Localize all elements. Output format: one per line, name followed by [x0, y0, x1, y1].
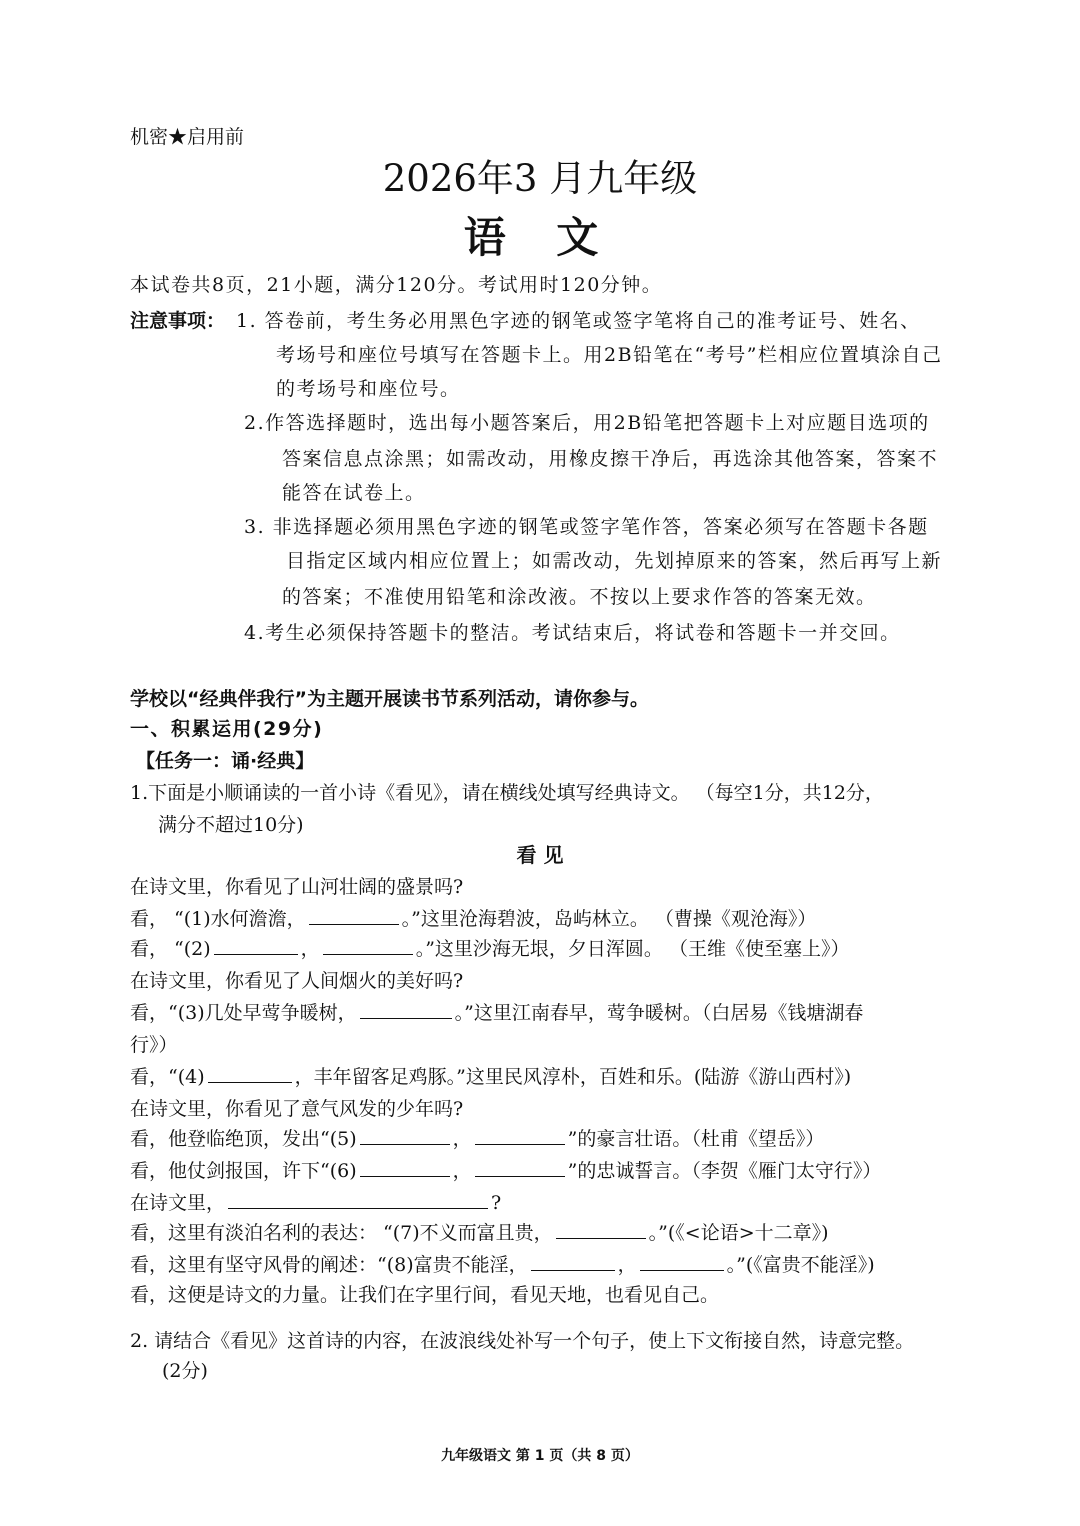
task-1-heading: 【任务一：诵·经典】 — [136, 750, 315, 772]
poem-line-9 — [130, 1158, 881, 1184]
q1-stem-b: 满分不超过10分) — [158, 814, 304, 836]
exam-info: 本试卷共8页，21小题，满分120分。考试用时120分钟。 — [130, 274, 663, 296]
note-2b: 答案信息点涂黑；如需改动，用橡皮擦干净后，再选涂其他答案，答案不 — [282, 448, 939, 470]
poem-line-8-text-c: ”的豪言壮语。（杜甫《望岳》） — [567, 1128, 825, 1150]
q2-stem-b: (2分) — [162, 1360, 208, 1382]
poem-line-3-text-a: 看， “(2) — [130, 938, 211, 960]
answer-blank-2a[interactable] — [214, 936, 298, 955]
poem-line-6-text-a: 看，“(4) — [130, 1066, 205, 1088]
poem-line-10-text-b: ? — [491, 1192, 502, 1214]
note-1c: 的考场号和座位号。 — [276, 378, 461, 400]
poem-line-11-text-a: 看，这里有淡泊名利的表达： “(7)不义而富且贵， — [130, 1222, 553, 1244]
poem-line-9-text-c: ”的忠诚誓言。（李贺《雁门太守行》） — [567, 1160, 882, 1182]
answer-blank-4[interactable] — [208, 1064, 292, 1083]
answer-blank-6b[interactable] — [475, 1158, 565, 1177]
note-1a: 1. 答卷前，考生务必用黑色字迹的钢笔或签字笔将自己的准考证号、姓名、 — [236, 310, 921, 332]
poem-line-12-text-c: 。”(《富贵不能淫》) — [726, 1254, 875, 1276]
poem-line-10 — [130, 1190, 501, 1216]
poem-line-10-text-a: 在诗文里， — [130, 1192, 226, 1214]
note-3a: 3. 非选择题必须用黑色字迹的钢笔或签字笔作答，答案必须写在答题卡各题 — [244, 516, 929, 538]
poem-line-5 — [130, 1000, 863, 1026]
answer-blank-3[interactable] — [360, 1000, 452, 1019]
poem-line-7: 在诗文里，你看见了意气风发的少年吗? — [130, 1098, 464, 1120]
page-footer: 九年级语文 第 1 页（共 8 页） — [441, 1448, 639, 1464]
poem-line-12 — [130, 1252, 875, 1278]
poem-line-8-text-a: 看，他登临绝顶，发出“(5) — [130, 1128, 357, 1150]
answer-blank-5a[interactable] — [360, 1126, 450, 1145]
poem-line-3-text-b: ， — [300, 938, 320, 960]
poem-line-5-text-a: 看，“(3)几处早莺争暖树， — [130, 1002, 357, 1024]
poem-line-11-text-b: 。”(《<论语>十二章》) — [648, 1222, 829, 1244]
activity-intro: 学校以“经典伴我行”为主题开展读书节系列活动，请你参与。 — [130, 688, 649, 710]
poem-line-8-text-b: ， — [452, 1128, 472, 1150]
poem-line-6-text-b: ，丰年留客足鸡豚。”这里民风淳朴，百姓和乐。(陆游《游山西村》) — [294, 1066, 852, 1088]
answer-blank-1[interactable] — [309, 906, 399, 925]
poem-line-12-text-b: ， — [617, 1254, 637, 1276]
answer-blank-2b[interactable] — [323, 936, 413, 955]
poem-line-5-text-b: 。”这里江南春早，莺争暖树。（白居易《钱塘湖春 — [454, 1002, 864, 1024]
poem-line-11 — [130, 1220, 829, 1246]
note-2c: 能答在试卷上。 — [282, 482, 426, 504]
answer-blank-wavy[interactable] — [228, 1190, 488, 1209]
note-2a: 2.作答选择题时，选出每小题答案后，用2B铅笔把答题卡上对应题目选项的 — [244, 412, 930, 434]
q2-stem-a: 2. 请结合《看见》这首诗的内容，在波浪线处补写一个句子，使上下文衔接自然，诗意完整。 — [130, 1330, 915, 1352]
note-3b: 目指定区域内相应位置上；如需改动，先划掉原来的答案，然后再写上新 — [286, 550, 943, 572]
poem-line-2 — [130, 906, 816, 932]
note-4: 4.考生必须保持答题卡的整洁。考试结束后，将试卷和答题卡一并交回。 — [244, 622, 901, 644]
poem-line-6 — [130, 1064, 851, 1090]
poem-line-2-text-a: 看， “(1)水何澹澹， — [130, 908, 306, 930]
answer-blank-7[interactable] — [556, 1220, 646, 1239]
poem-line-1: 在诗文里，你看见了山河壮阔的盛景吗? — [130, 876, 464, 898]
note-3c: 的答案；不准使用铅笔和涂改液。不按以上要求作答的答案无效。 — [282, 586, 877, 608]
poem-line-12-text-a: 看，这里有坚守风骨的阐述：“(8)富贵不能淫， — [130, 1254, 528, 1276]
secret-label: 机密★启用前 — [130, 126, 245, 148]
poem-line-8 — [130, 1126, 824, 1152]
poem-line-4: 在诗文里，你看见了人间烟火的美好吗? — [130, 970, 464, 992]
q1-stem-a: 1.下面是小顺诵读的一首小诗《看见》，请在横线处填写经典诗文。 （每空1分，共12分， — [130, 782, 884, 804]
poem-line-9-text-b: ， — [452, 1160, 472, 1182]
poem-line-3-text-c: 。”这里沙海无垠，夕日浑圆。 （王维《使至塞上》） — [415, 938, 850, 960]
poem-title: 看 见 — [516, 843, 564, 867]
poem-line-9-text-a: 看，他仗剑报国，许下“(6) — [130, 1160, 357, 1182]
note-1b: 考场号和座位号填写在答题卡上。用2B铅笔在“考号”栏相应位置填涂自己 — [276, 344, 943, 366]
subject-title: 语 文 — [463, 213, 617, 262]
answer-blank-6a[interactable] — [360, 1158, 450, 1177]
exam-title: 2026年3 月九年级 — [382, 157, 698, 200]
answer-blank-8a[interactable] — [531, 1252, 615, 1271]
answer-blank-8b[interactable] — [640, 1252, 724, 1271]
poem-line-3 — [130, 936, 849, 962]
poem-line-13: 看，这便是诗文的力量。让我们在字里行间，看见天地，也看见自己。 — [130, 1284, 720, 1306]
section-1-heading: 一、积累运用(29分) — [130, 718, 324, 740]
poem-line-2-text-b: 。”这里沧海碧波，岛屿林立。 （曹操《观沧海》） — [401, 908, 817, 930]
notes-label: 注意事项： — [130, 310, 226, 332]
answer-blank-5b[interactable] — [475, 1126, 565, 1145]
poem-line-5-cont: 行》） — [130, 1034, 178, 1056]
